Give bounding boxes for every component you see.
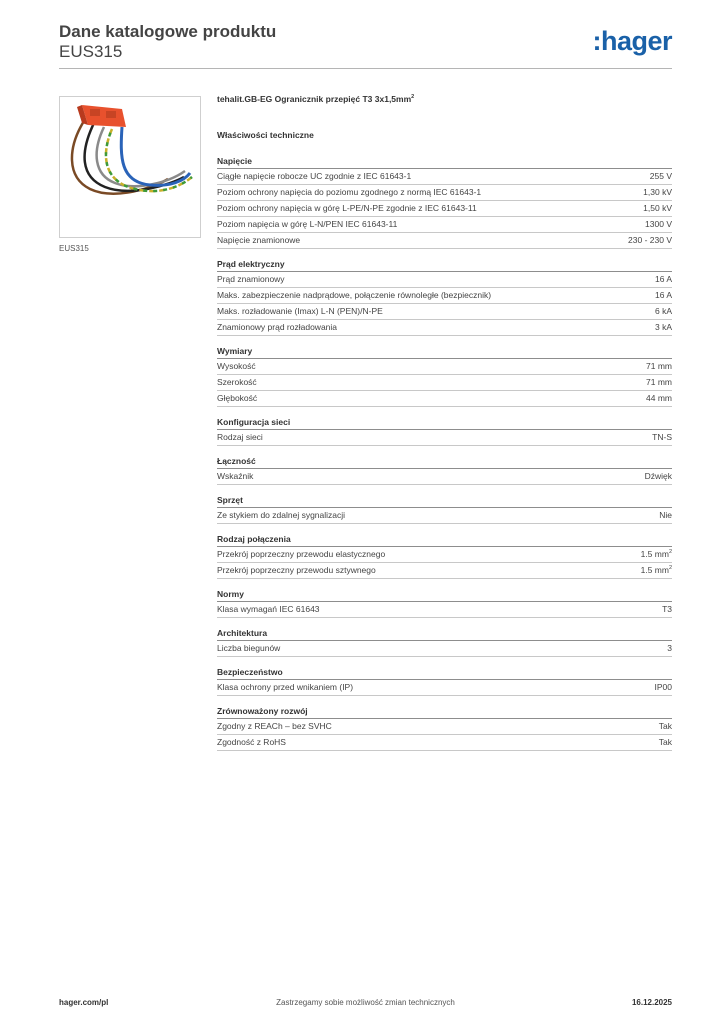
spec-section	[217, 587, 672, 618]
spec-value	[659, 508, 672, 523]
spec-row	[217, 304, 672, 320]
spec-label: Ciągłe napięcie robocze UC zgodnie z IEC 61643-1	[217, 171, 412, 181]
spec-row	[217, 563, 672, 579]
spec-value-text: Tak	[658, 737, 672, 747]
spec-value-text: 3	[667, 643, 672, 653]
spec-section	[217, 626, 672, 657]
spec-row	[217, 233, 672, 249]
product-title-text: tehalit.GB-EG Ogranicznik przepięć T3 3x1,5mm	[217, 94, 412, 104]
section-title: Rodzaj połączenia	[217, 532, 672, 547]
section-title: Wymiary	[217, 344, 672, 359]
spec-value	[643, 185, 672, 200]
spec-sections	[217, 154, 672, 751]
spec-row	[217, 680, 672, 696]
spec-value-text: 1,50 kV	[643, 203, 672, 213]
spec-section	[217, 665, 672, 696]
footer-note: Zastrzegamy sobie możliwość zmian technicznych	[276, 998, 455, 1007]
spec-row	[217, 469, 672, 485]
spec-value	[662, 602, 672, 617]
spec-section	[217, 257, 672, 336]
section-title: Normy	[217, 587, 672, 602]
spec-value-sup: 2	[668, 565, 672, 572]
spec-value	[645, 469, 672, 484]
spec-label: Zgodność z RoHS	[217, 737, 286, 747]
spec-value-text: 1.5 mm	[640, 549, 669, 559]
spec-row	[217, 375, 672, 391]
spec-row	[217, 217, 672, 233]
spec-value-text: 71 mm	[646, 361, 672, 371]
footer-website: hager.com/pl	[59, 998, 109, 1007]
spec-value-sup: 2	[668, 549, 672, 556]
spec-section	[217, 154, 672, 249]
section-title: Łączność	[217, 454, 672, 469]
spec-section	[217, 493, 672, 524]
product-code: EUS315	[59, 42, 123, 61]
product-title	[217, 94, 672, 105]
spec-value-text: 6 kA	[654, 306, 672, 316]
spec-label: Rodzaj sieci	[217, 432, 263, 442]
spec-label: Ze stykiem do zdalnej sygnalizacji	[217, 510, 346, 520]
page-footer	[59, 998, 672, 1010]
section-title: Zrównoważony rozwój	[217, 704, 672, 719]
spec-label: Przekrój poprzeczny przewodu elastycznego	[217, 549, 386, 559]
spec-row	[217, 547, 672, 563]
spec-label: Liczba biegunów	[217, 643, 281, 653]
spec-value	[646, 359, 672, 374]
spec-value-text: 16 A	[654, 290, 672, 300]
spec-row	[217, 320, 672, 336]
spec-row	[217, 391, 672, 407]
spec-label: Zgodny z REACh – bez SVHC	[217, 721, 332, 731]
spec-row	[217, 288, 672, 304]
section-title: Prąd elektryczny	[217, 257, 672, 272]
spec-value-text: 230 - 230 V	[628, 235, 672, 245]
spec-value	[643, 201, 672, 216]
spec-value-text: Nie	[659, 510, 672, 520]
document-title: Dane katalogowe produktu	[59, 22, 277, 41]
section-title: Konfiguracja sieci	[217, 415, 672, 430]
spec-value-text: T3	[662, 604, 672, 614]
section-title: Sprzęt	[217, 493, 672, 508]
spec-row	[217, 719, 672, 735]
header-divider	[59, 68, 672, 69]
spec-value-text: 255 V	[649, 171, 672, 181]
spec-row	[217, 201, 672, 217]
spec-row	[217, 169, 672, 185]
spec-value	[641, 547, 672, 562]
spec-row	[217, 602, 672, 618]
section-title: Architektura	[217, 626, 672, 641]
spec-label: Klasa wymagań IEC 61643	[217, 604, 320, 614]
spec-value	[650, 169, 672, 184]
spec-value	[655, 680, 673, 695]
spec-row	[217, 641, 672, 657]
spec-value	[645, 217, 672, 232]
spec-value-text: 71 mm	[646, 377, 672, 387]
spec-row	[217, 185, 672, 201]
spec-label: Poziom ochrony napięcia do poziomu zgodnego z normą IEC 61643-1	[217, 187, 482, 197]
spec-value	[655, 272, 672, 287]
spec-value	[667, 641, 672, 656]
spec-value-text: 1300 V	[645, 219, 672, 229]
spec-row	[217, 359, 672, 375]
surge-protector-image	[60, 97, 200, 237]
spec-section	[217, 704, 672, 751]
spec-section	[217, 415, 672, 446]
spec-label: Znamionowy prąd rozładowania	[217, 322, 338, 332]
spec-label: Głębokość	[217, 393, 258, 403]
spec-label: Prąd znamionowy	[217, 274, 285, 284]
spec-value-text: TN-S	[652, 432, 672, 442]
spec-value-text: IP00	[654, 682, 672, 692]
section-title: Bezpieczeństwo	[217, 665, 672, 680]
spec-value	[628, 233, 672, 248]
spec-section	[217, 454, 672, 485]
spec-value	[659, 719, 672, 734]
spec-value	[646, 391, 672, 406]
spec-label: Napięcie znamionowe	[217, 235, 301, 245]
product-title-sup: 2	[411, 94, 415, 101]
spec-section	[217, 344, 672, 407]
spec-value	[641, 563, 672, 578]
spec-row	[217, 430, 672, 446]
spec-label: Maks. zabezpieczenie nadprądowe, połączenie równoległe (bezpiecznik)	[217, 290, 492, 300]
tech-properties-title: Właściwości techniczne	[217, 130, 314, 140]
spec-row	[217, 735, 672, 751]
product-photo	[59, 96, 201, 238]
spec-row	[217, 272, 672, 288]
spec-label: Klasa ochrony przed wnikaniem (IP)	[217, 682, 354, 692]
spec-value-text: 16 A	[654, 274, 672, 284]
spec-label: Poziom ochrony napięcia w górę L-PE/N-PE zgodnie z IEC 61643-11	[217, 203, 477, 213]
photo-caption: EUS315	[59, 244, 89, 253]
spec-value	[655, 288, 672, 303]
spec-label: Przekrój poprzeczny przewodu sztywnego	[217, 565, 376, 575]
spec-value	[652, 430, 672, 445]
spec-row	[217, 508, 672, 524]
section-title: Napięcie	[217, 154, 672, 169]
logo-text: hager	[600, 26, 672, 56]
spec-label: Wysokość	[217, 361, 256, 371]
spec-value-text: Tak	[658, 721, 672, 731]
spec-value-text: 1,30 kV	[643, 187, 672, 197]
hager-logo: :hager	[592, 26, 672, 56]
spec-value-text: 3 kA	[654, 322, 672, 332]
spec-value	[655, 320, 672, 335]
spec-value-text: 1.5 mm	[640, 565, 669, 575]
page-header	[59, 20, 672, 70]
product-content	[217, 94, 672, 759]
spec-label: Szerokość	[217, 377, 257, 387]
spec-section	[217, 532, 672, 579]
spec-label: Poziom napięcia w górę L-N/PEN IEC 61643-11	[217, 219, 398, 229]
spec-value-text: Dźwięk	[644, 471, 672, 481]
footer-date: 16.12.2025	[631, 998, 672, 1007]
spec-value	[659, 735, 672, 750]
spec-value-text: 44 mm	[646, 393, 672, 403]
spec-value	[646, 375, 672, 390]
spec-value	[655, 304, 672, 319]
spec-label: Maks. rozładowanie (Imax) L-N (PEN)/N-PE	[217, 306, 383, 316]
spec-label: Wskaźnik	[217, 471, 254, 481]
